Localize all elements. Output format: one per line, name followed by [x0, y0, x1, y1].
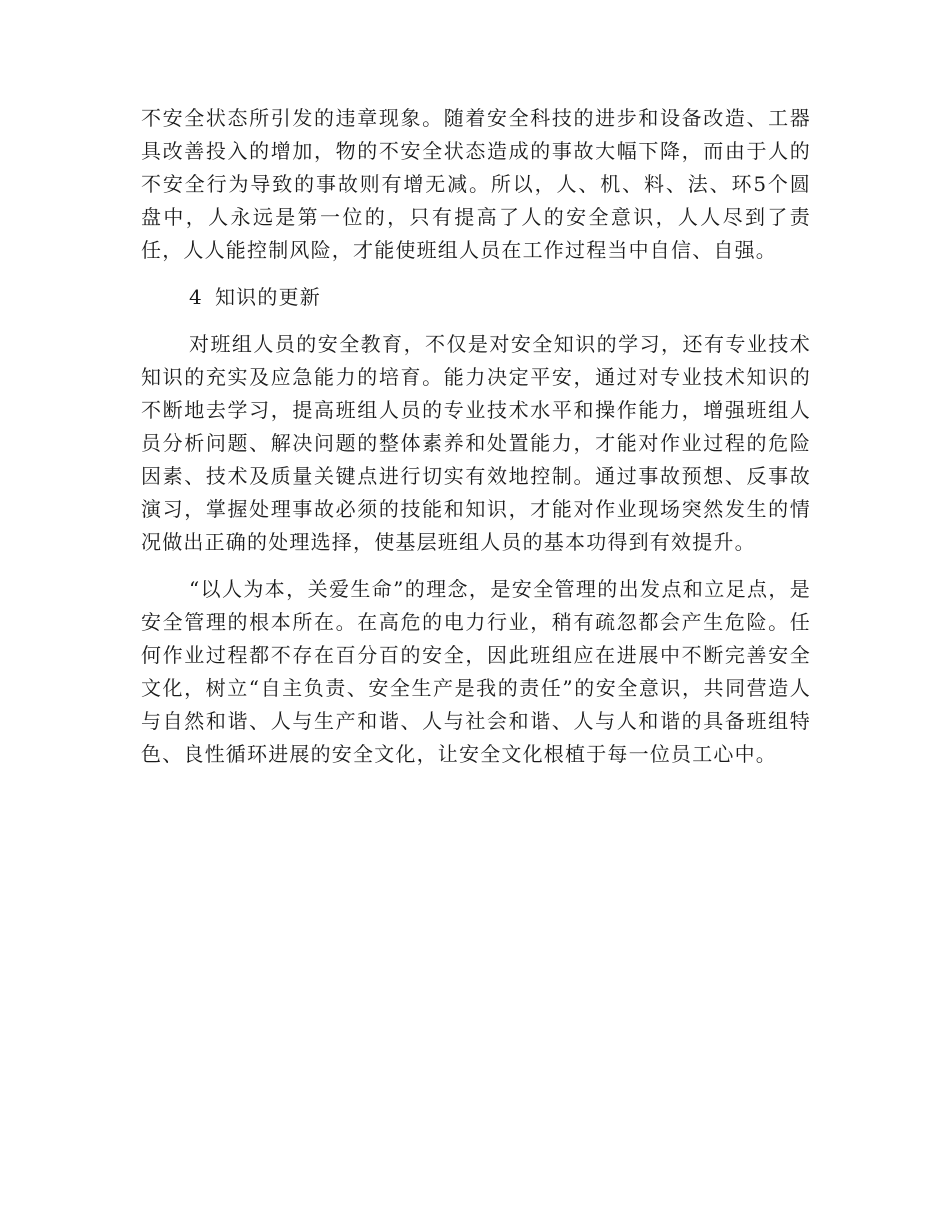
section-title: 知识的更新 — [214, 285, 321, 309]
paragraph-people-first: “以人为本，关爱生命”的理念，是安全管理的出发点和立足点，是安全管理的根本所在。在高危的电力行业，稍有疏忽都会产生危险。任何作业过程都不存在百分百的安全，因此班组应在进展中不断完善安全文化，树立“自主负责、安全生产是我的责任”的安全意识，共同营造人与自然和谐、人与生产和谐、人与社会和谐、人与人和谐的具备班组特色、良性循环进展的安全文化，让安全文化根植于每一位员工心中。 — [141, 577, 811, 766]
paragraph-gap — [141, 559, 811, 573]
section-heading — [141, 281, 811, 314]
document-body — [141, 102, 811, 771]
paragraph-knowledge: 对班组人员的安全教育，不仅是对安全知识的学习，还有专业技术知识的充实及应急能力的培育。能力决定平安，通过对专业技术知识的不断地去学习，提高班组人员的专业技术水平和操作能力，增强班组人员分析问题、解决问题的整体素养和处置能力，才能对作业过程的危险因素、技术及质量关键点进行切实有效地控制。通过事故预想、反事故演习，掌握处理事故必须的技能和知识，才能对作业现场突然发生的情况做出正确的处理选择，使基层班组人员的基本功得到有效提升。 — [141, 332, 811, 554]
section-number: 4 — [189, 285, 203, 309]
paragraph-continued: 不安全状态所引发的违章现象。随着安全科技的进步和设备改造、工器具改善投入的增加，物的不安全状态造成的事故大幅下降，而由于人的不安全行为导致的事故则有增无减。所以，人、机、料、法、环5个圆盘中，人永远是第一位的，只有提高了人的安全意识，人人尽到了责任，人人能控制风险，才能使班组人员在工作过程当中自信、自强。 — [141, 106, 811, 262]
